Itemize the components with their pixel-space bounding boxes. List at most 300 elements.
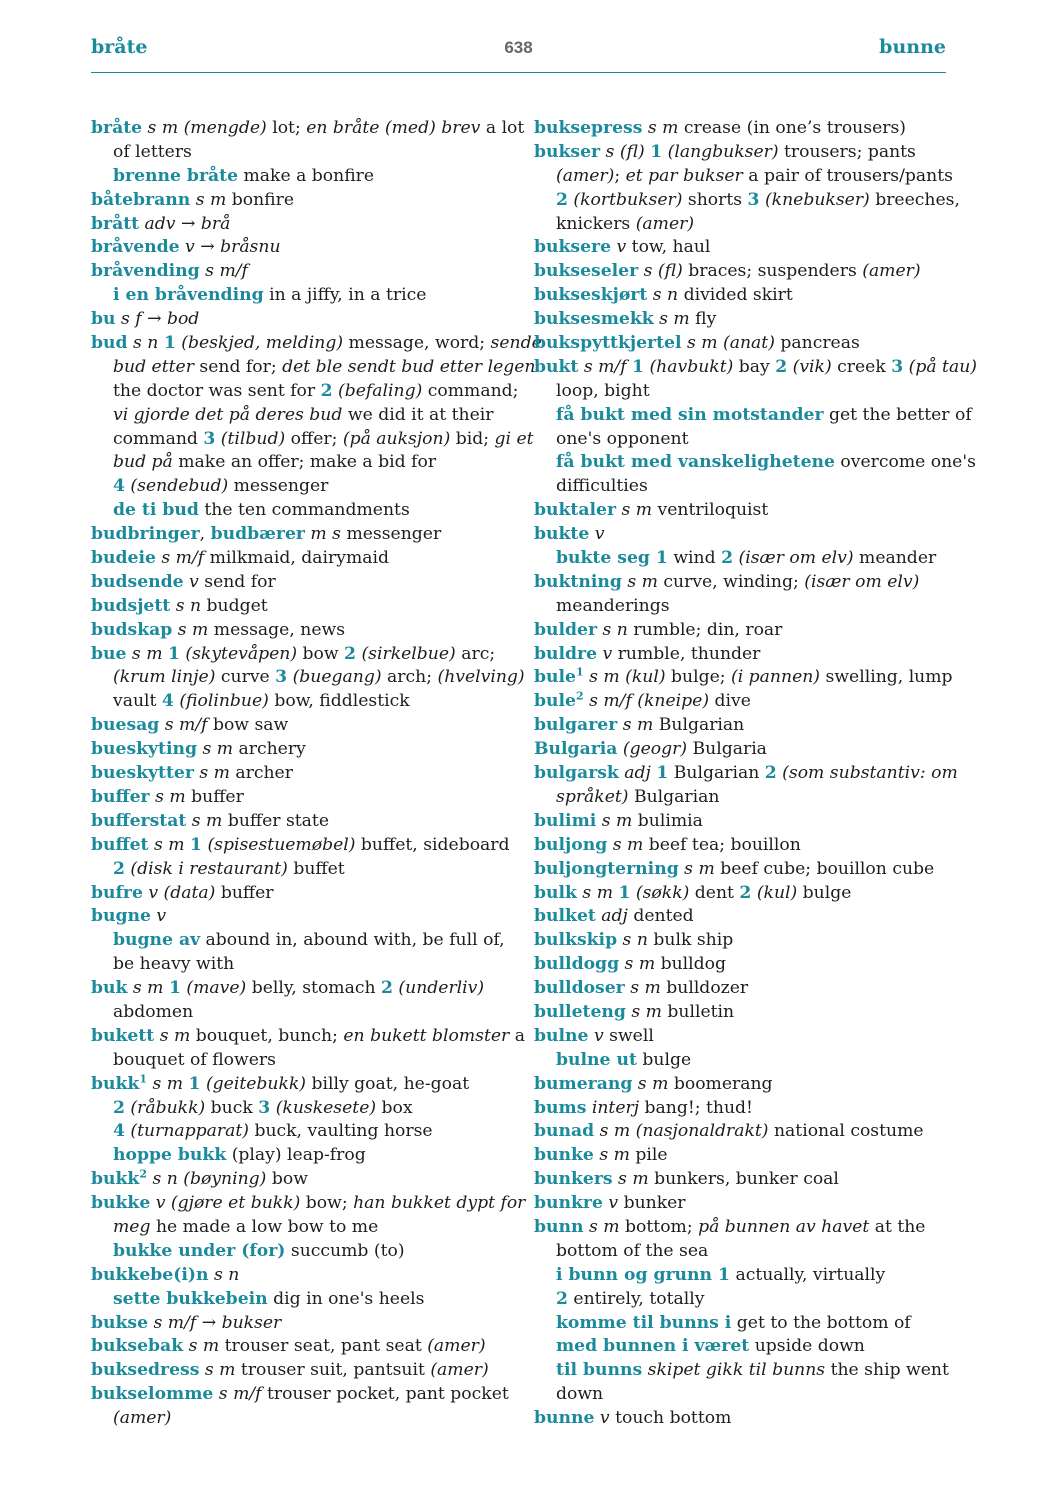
entry-continuation-line (534, 404, 972, 428)
headword: buldre (534, 643, 598, 664)
page-number: 638 (504, 38, 533, 57)
entry-line (91, 236, 511, 260)
dictionary-entry (91, 1168, 511, 1192)
grammar-note: bud på (113, 452, 173, 473)
grammar-note: s m (607, 834, 644, 855)
dictionary-entry (91, 619, 511, 643)
dictionary-entry (91, 117, 525, 189)
headword: de ti bud (113, 500, 199, 521)
translation-text: send for; (193, 356, 283, 377)
grammar-note: (amer) (556, 165, 615, 186)
translation-text: messenger (340, 524, 442, 545)
translation-text: breeches, (869, 189, 960, 210)
dictionary-entry (91, 977, 511, 1025)
headword: bunkre (534, 1193, 603, 1214)
headword: 1 (168, 978, 181, 999)
grammar-note: (geogr) (617, 739, 688, 760)
grammar-note: s m/f (155, 548, 205, 569)
dictionary-entry (91, 762, 511, 786)
entry-line (91, 1335, 511, 1359)
dictionary-entry (534, 953, 954, 977)
headword: 2 (721, 548, 734, 569)
translation-text: pile (629, 1145, 668, 1166)
translation-text: a lot (480, 118, 525, 138)
translation-text: bay (733, 356, 776, 377)
grammar-note: s m/f (578, 356, 633, 377)
entry-line (534, 882, 954, 906)
grammar-note: (amer) (430, 1360, 489, 1381)
grammar-note: s m/f (199, 261, 248, 282)
translation-text: trouser suit, pantsuit (235, 1360, 431, 1381)
translation-text: braces; suspenders (682, 261, 863, 282)
translation-text: messenger (228, 476, 329, 497)
translation-text: ; (614, 165, 626, 186)
headword: bukt (534, 356, 579, 377)
dictionary-entry (534, 858, 954, 882)
translation-text: box (376, 1097, 413, 1118)
translation-text: ventriloquist (652, 500, 769, 521)
grammar-note: v (gjøre et bukk) (150, 1193, 301, 1214)
translation-text: bouquet, bunch; (190, 1025, 344, 1046)
headword: brått (91, 213, 140, 234)
entry-line (534, 666, 954, 690)
headword: få bukt med vanskelighetene (556, 452, 835, 473)
translation-text: trouser seat, pant seat (219, 1336, 428, 1357)
entry-line (534, 499, 954, 523)
grammar-note: s m (583, 1216, 620, 1237)
dictionary-entry (91, 308, 511, 332)
grammar-note: s n (127, 333, 164, 354)
headword: 2 (556, 189, 568, 210)
translation-text: bulldozer (660, 978, 749, 999)
headword: bråvending (91, 261, 200, 282)
dictionary-entry (534, 834, 954, 858)
grammar-note: s m (678, 858, 715, 879)
entry-line (534, 117, 954, 141)
grammar-note: på bunnen av havet (698, 1216, 870, 1237)
translation-text: entirely, totally (567, 1288, 705, 1309)
grammar-note: (fiolinbue) (173, 691, 269, 712)
headword: buksedress (91, 1360, 200, 1381)
entry-line (91, 1264, 511, 1288)
translation-text: command (113, 428, 204, 449)
grammar-note: (knebukser) (759, 189, 870, 210)
translation-text: bulimia (632, 810, 703, 831)
entry-continuation-line (91, 499, 511, 523)
headword: bums (534, 1097, 587, 1118)
headword: bufferstat (91, 810, 187, 831)
headword: bule (534, 667, 576, 688)
headword: bue (91, 643, 127, 664)
grammar-note: s m (190, 189, 227, 210)
headword: bule (534, 691, 576, 712)
entry-line (534, 356, 977, 380)
entry-continuation-line (91, 404, 511, 428)
entry-continuation-line (91, 428, 534, 452)
entry-line (534, 619, 954, 643)
dictionary-entry (91, 189, 511, 213)
translation-text: beef cube; bouillon cube (714, 858, 935, 879)
grammar-note: v (589, 524, 605, 545)
entry-line (91, 834, 511, 858)
dictionary-entry (534, 523, 954, 571)
grammar-note: v (data) (142, 882, 216, 903)
headword: bunkers (534, 1169, 613, 1190)
grammar-note: s m (149, 786, 186, 807)
headword: 2 (381, 978, 393, 999)
grammar-note: (især om elv) (804, 571, 920, 592)
headword: 1 (656, 763, 669, 784)
translation-text: bow (266, 1169, 308, 1190)
grammar-note: (på auksjon) (342, 428, 451, 449)
grammar-note: v (597, 643, 613, 664)
entry-continuation-line (534, 1383, 954, 1407)
entry-line (91, 762, 511, 786)
grammar-note: (amer) (862, 261, 921, 282)
entry-continuation-line (91, 1144, 511, 1168)
translation-text: of letters (113, 141, 192, 162)
translation-text: offer; (285, 428, 343, 449)
entry-continuation-line (534, 380, 954, 404)
headword: bukspyttkjertel (534, 333, 682, 354)
grammar-note: s m (593, 1145, 630, 1166)
grammar-note: (som substantiv: om (776, 763, 958, 784)
entry-line (534, 1025, 954, 1049)
dictionary-entry (534, 1144, 954, 1168)
dictionary-entry (534, 1192, 954, 1216)
dictionary-entry (534, 260, 954, 284)
translation-text: Bulgarian (653, 715, 745, 736)
grammar-note: interj (586, 1097, 640, 1118)
entry-line (91, 714, 511, 738)
headword: buffet (91, 834, 149, 855)
grammar-note: s m (199, 1360, 236, 1381)
dictionary-entry (534, 1073, 954, 1097)
grammar-note: (amer) (635, 213, 695, 234)
grammar-note: s m/f (kneipe) (583, 691, 710, 712)
translation-text: dive (709, 691, 751, 712)
entry-line (534, 905, 954, 929)
dictionary-entry (534, 690, 954, 714)
headword: 1 (190, 834, 202, 855)
dictionary-entry (534, 643, 954, 667)
dictionary-entry (534, 332, 954, 356)
entry-continuation-line (91, 380, 519, 404)
headword: bukte seg 1 (556, 548, 668, 569)
translation-text: a pair of trousers/pants (742, 165, 953, 186)
headword: bulldogg (534, 954, 620, 975)
translation-text: difficulties (556, 476, 648, 497)
grammar-note: s m (596, 810, 633, 831)
translation-text: beef tea; bouillon (643, 834, 801, 855)
headword: 4 (161, 691, 174, 712)
translation-text: bottom of the sea (556, 1240, 709, 1261)
homograph-number: 2 (139, 1167, 147, 1181)
headword: 2 (739, 882, 752, 903)
grammar-note: s m (nasjonaldrakt) (594, 1121, 769, 1142)
entry-line (91, 332, 542, 356)
right-column (534, 117, 977, 1431)
entry-line (91, 189, 511, 213)
homograph-number: 1 (575, 665, 584, 679)
headword: 3 (258, 1097, 271, 1118)
dictionary-entry (91, 236, 511, 260)
dictionary-entry (534, 117, 954, 141)
translation-text: we did it at their (342, 404, 494, 425)
grammar-note: en bukett blomster (343, 1025, 510, 1046)
entry-line (91, 260, 511, 284)
headword: budbringer (91, 524, 200, 545)
grammar-note: (buegang) (287, 667, 382, 688)
translation-text: buffer (215, 882, 274, 903)
entry-line (91, 643, 511, 667)
headword: bu (91, 309, 116, 330)
grammar-note: v (183, 571, 199, 592)
grammar-note: (kortbukser) (567, 189, 683, 210)
headword: budsjett (91, 595, 171, 616)
grammar-note: s n (617, 930, 648, 951)
grammar-note: s m (127, 978, 169, 999)
translation-text: dig in one's heels (267, 1288, 425, 1309)
entry-continuation-line (534, 1049, 954, 1073)
entry-line (534, 332, 954, 356)
entry-continuation-line (534, 1288, 954, 1312)
grammar-note: (kul) (751, 882, 798, 903)
headword: bukett (91, 1025, 155, 1046)
grammar-note: (på tau) (903, 356, 977, 377)
dictionary-entry (91, 523, 511, 547)
translation-text: buck, vaulting horse (248, 1121, 433, 1142)
grammar-note: s m (172, 619, 209, 640)
headword: bufre (91, 882, 143, 903)
grammar-note: s m (576, 882, 619, 903)
translation-text: Bulgaria (687, 739, 767, 760)
dictionary-entry (91, 595, 511, 619)
entry-line (91, 882, 511, 906)
entry-continuation-line (91, 1097, 511, 1121)
entry-line (91, 523, 511, 547)
headword: bulgarsk (534, 763, 619, 784)
dictionary-entry (534, 356, 977, 499)
translation-text: trouser pocket, pant pocket (261, 1384, 509, 1405)
translation-text: fly (689, 309, 717, 330)
grammar-note: skipet gikk til bunns (642, 1360, 826, 1381)
translation-text: (play) leap-frog (226, 1145, 366, 1166)
translation-text: dented (627, 906, 694, 927)
grammar-note: s m (anat) (681, 333, 775, 354)
translation-text: crease (in one’s trousers) (678, 118, 906, 138)
translation-text: bunkers, bunker coal (648, 1169, 839, 1190)
entry-line (534, 571, 954, 595)
headword: bunn (534, 1216, 584, 1237)
entry-line (91, 905, 511, 929)
grammar-note: (især om elv) (733, 548, 854, 569)
translation-text: budget (201, 595, 268, 616)
translation-text: archery (233, 739, 306, 760)
grammar-note: s n (208, 1264, 240, 1285)
dictionary-entry (534, 666, 954, 690)
translation-text: bottom; (619, 1216, 699, 1237)
headword: 3 (275, 667, 288, 688)
headword: bulkskip (534, 930, 618, 951)
headword: bumerang (534, 1073, 633, 1094)
grammar-note: (havbukt) (644, 356, 734, 377)
translation-text: upside down (749, 1336, 865, 1357)
entry-line (534, 690, 954, 714)
headword: 2 (113, 858, 125, 879)
grammar-note: adv → brå (139, 213, 231, 234)
entry-line (534, 810, 954, 834)
translation-text: bow (297, 643, 345, 664)
translation-text: creek (831, 356, 892, 377)
headword: bukte (534, 524, 590, 545)
entry-line (91, 1359, 511, 1383)
dictionary-entry (534, 1216, 954, 1407)
grammar-note: (kuskesete) (270, 1097, 377, 1118)
translation-text: at the (869, 1216, 926, 1237)
grammar-note: (råbukk) (124, 1097, 206, 1118)
entry-line (534, 1120, 954, 1144)
grammar-note: s m (147, 1073, 189, 1094)
entry-line (91, 1192, 526, 1216)
entry-line (91, 1168, 511, 1192)
translation-text: curve, winding; (657, 571, 805, 592)
entry-continuation-line (534, 165, 954, 189)
grammar-note: s f → bod (115, 309, 200, 330)
headword: 2 (556, 1288, 568, 1309)
grammar-note: s n (597, 619, 628, 640)
dictionary-entry (534, 308, 954, 332)
translation-text: , (199, 524, 211, 545)
translation-text: the ten commandments (198, 500, 410, 521)
headword: brenne bråte (113, 165, 239, 186)
dictionary-entry (534, 977, 954, 1001)
dictionary-entry (91, 1335, 511, 1359)
grammar-note: s n (647, 285, 679, 306)
grammar-note: s m (154, 1025, 191, 1046)
entry-continuation-line (91, 666, 525, 690)
grammar-note: (turnapparat) (124, 1121, 249, 1142)
translation-text: bunker (618, 1193, 686, 1214)
translation-text: Bulgarian (628, 786, 720, 807)
translation-text: get the better of (823, 404, 972, 425)
headword: bukke under (for) (113, 1240, 286, 1261)
entry-continuation-line (534, 1359, 954, 1383)
entry-line (534, 141, 954, 165)
entry-line (534, 236, 954, 260)
headword: 3 (203, 428, 216, 449)
grammar-note: gi et (494, 428, 534, 449)
grammar-note: s m/f (159, 715, 208, 736)
translation-text: send for (198, 571, 276, 592)
entry-line (91, 1383, 511, 1407)
translation-text: bonfire (226, 189, 295, 210)
grammar-note: s m (653, 309, 690, 330)
grammar-note: bud etter (113, 356, 194, 377)
entry-line (91, 595, 511, 619)
dictionary-entry (534, 1120, 954, 1144)
grammar-note: (underliv) (392, 978, 485, 999)
grammar-note: vi gjorde det på deres bud (113, 404, 343, 425)
entry-line (534, 834, 954, 858)
entry-continuation-line (91, 929, 511, 953)
entry-line (534, 929, 954, 953)
translation-text: buffet, sideboard (355, 834, 510, 855)
grammar-note: (tilbud) (215, 428, 286, 449)
entry-line (534, 1144, 954, 1168)
entry-continuation-line (534, 213, 954, 237)
grammar-note: sende (490, 333, 542, 354)
grammar-note: v → bråsnu (179, 237, 281, 258)
dictionary-entry (534, 905, 954, 929)
headword: bukk (91, 1169, 140, 1190)
dictionary-entry (534, 738, 954, 762)
headword: buktning (534, 571, 622, 592)
grammar-note: (amer) (427, 1336, 486, 1357)
headword: 1 (650, 141, 663, 162)
grammar-note: v (588, 1025, 604, 1046)
headword: i en bråvending (113, 285, 264, 306)
dictionary-entry (534, 1001, 954, 1025)
headword: bulder (534, 619, 598, 640)
headword: 1 (167, 643, 180, 664)
entry-continuation-line (91, 1001, 511, 1025)
headword: bugne av (113, 930, 201, 951)
grammar-note: s m (642, 118, 679, 138)
entry-continuation-line (91, 1288, 511, 1312)
headword: bråvende (91, 237, 180, 258)
translation-text: tow, haul (626, 237, 711, 258)
entry-line (534, 738, 954, 762)
translation-text: in a jiffy, in a trice (263, 285, 427, 306)
dictionary-entry (534, 762, 958, 810)
dictionary-entry (534, 141, 960, 237)
headword: budsende (91, 571, 184, 592)
headword: bukser (534, 141, 601, 162)
entry-line (534, 977, 954, 1001)
translation-text: bow saw (207, 715, 289, 736)
headword: bunne (534, 1408, 595, 1429)
grammar-note: (skytevåpen) (179, 643, 298, 664)
dictionary-entry (534, 714, 954, 738)
dictionary-entry (91, 213, 511, 237)
translation-text: curve (215, 667, 276, 688)
entry-continuation-line (534, 1335, 954, 1359)
grammar-note: s m (625, 1001, 662, 1022)
grammar-note: s m (kul) (583, 667, 666, 688)
grammar-note: (sendebud) (124, 476, 229, 497)
dictionary-entry (534, 1097, 954, 1121)
dictionary-entry (91, 714, 511, 738)
dictionary-entry (91, 1192, 526, 1264)
translation-text: divided skirt (678, 285, 793, 306)
headword: budeie (91, 548, 156, 569)
entry-continuation-line (91, 953, 511, 977)
entry-line (91, 117, 525, 141)
translation-text: buck (205, 1097, 259, 1118)
headword: bueskyting (91, 739, 198, 760)
translation-text: bulge; (665, 667, 732, 688)
headword: sette bukkebein (113, 1288, 268, 1309)
grammar-note: adj (618, 763, 657, 784)
dictionary-entry (534, 499, 954, 523)
grammar-note: (disk i restaurant) (124, 858, 288, 879)
grammar-note: s n (bøyning) (147, 1169, 267, 1190)
translation-text: arc; (455, 643, 496, 664)
dictionary-entry (91, 260, 511, 308)
translation-text: bang!; thud! (639, 1097, 753, 1118)
headword: 1 (618, 882, 631, 903)
